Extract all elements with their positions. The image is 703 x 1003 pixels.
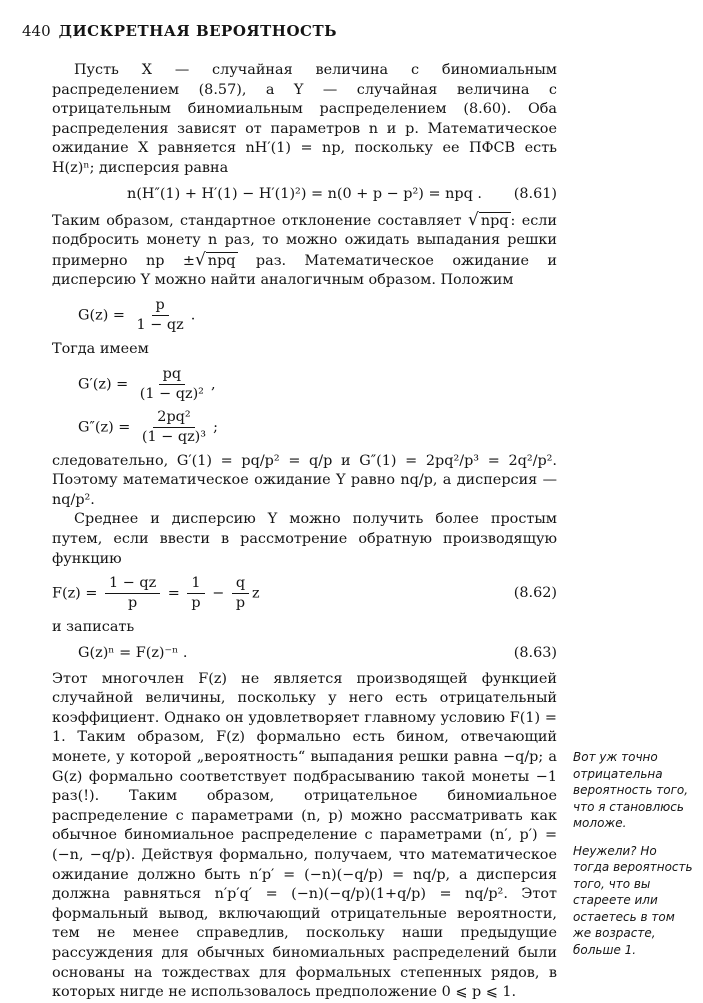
- equation-punct: .: [190, 307, 196, 324]
- minus-sign: −: [212, 585, 225, 602]
- fraction: [187, 575, 204, 612]
- fraction-numerator: p: [152, 297, 169, 316]
- fraction: [138, 409, 210, 446]
- margin-notes: [573, 749, 695, 969]
- paragraph-3: Тогда имеем: [52, 340, 149, 357]
- paragraph-2: [52, 211, 557, 291]
- paragraph-6: и записать: [52, 619, 135, 636]
- equation-tag-8-63: (8.63): [513, 644, 557, 661]
- fraction-denominator: p: [235, 595, 246, 612]
- equation-G1-lhs: G′(z) =: [78, 376, 129, 393]
- paragraph-2-part-a: Таким образом, стандартное отклонение составляет: [52, 212, 462, 229]
- running-header: [22, 22, 337, 40]
- equation-8-62: [52, 575, 557, 612]
- fraction-denominator: p: [191, 595, 201, 612]
- sqrt-npq: npq: [480, 212, 509, 229]
- fraction-denominator: (1 − qz)²: [139, 385, 204, 402]
- page-number: 440: [22, 22, 51, 40]
- margin-note: Неужели? Но тогда вероятность того, что вы стареете или остаетесь в том же возрасте, больше 1.: [573, 843, 693, 957]
- sqrt-sign: √: [467, 209, 479, 230]
- paragraph-2-part-b: : если подбросить монету n раз, то можно ожидать выпадания решки примерно np ±: [52, 212, 558, 269]
- margin-note: Вот уж точно отрицательна вероятность того, что я становлюсь моложе.: [573, 750, 689, 830]
- equation-G-lhs: G(z) =: [78, 307, 125, 324]
- fraction-numerator: pq: [159, 366, 185, 385]
- equation-8-61: [52, 185, 557, 205]
- equation-8-63: [52, 644, 557, 664]
- sqrt-npq: npq: [207, 252, 236, 269]
- main-text-column: [52, 61, 557, 1003]
- fraction-denominator: (1 − qz)³: [141, 428, 207, 445]
- equation-tag-8-62: (8.62): [513, 584, 557, 601]
- equation-G-prime: [52, 366, 557, 403]
- equals-sign: =: [167, 585, 180, 602]
- equation-G: [52, 297, 557, 334]
- equation-tag-8-61: (8.61): [513, 185, 557, 202]
- equation-G2-lhs: G″(z) =: [78, 419, 131, 436]
- fraction: [232, 575, 249, 612]
- fraction-numerator: q: [232, 575, 249, 594]
- equation-punct: ,: [210, 376, 216, 393]
- paragraph-5: Среднее и дисперсию Y можно получить более простым путем, если ввести в рассмотрение обратную производящую функцию: [52, 511, 557, 567]
- fraction: [133, 297, 188, 334]
- paragraph-7: Этот многочлен F(z) не является производящей функцией случайной величины, поскольку у него есть отрицательный коэффициент. Однако он удовлетворяет главному условию F(1) = 1. Таким образом, F(z) формально есть бином, отвечающий монете, у которой „вероятность“ выпадания решки равна −q/p; а G(z) формально соответствует подбрасыванию такой монеты −1 раз(!). Таким образом, отрицательное биномиальное распределение с параметрами (n, p) можно рассматривать как обычное биномиальное распределение с параметрами (n′, p′) = (−n, −q/p). Действуя формально, получаем, что математическое ожидание должно быть n′p′ = (−n)(−q/p) = nq/p, а дисперсия должна равняться n′p′q′ = (−n)(−q/p)(1+q/p) = nq/p². Этот формальный вывод, включающий отрицательные вероятности, тем не менее справедлив, поскольку наши предыдущие рассуждения для обычных биномиальных распределений были основаны на тождествах для формальных степенных рядов, в которых нигде не использовалось предположение 0 ⩽ p ⩽ 1.: [52, 670, 557, 1001]
- fraction-numerator: 1 − qz: [105, 575, 160, 594]
- paragraph-1: Пусть X — случайная величина с биномиальным распределением (8.57), а Y — случайная величина с отрицательным биномиальным распределением (8.60). Оба распределения зависят от параметров n и p. Математическое ожидание X равняется nH′(1) = np, поскольку ее ПФСВ есть H(z)ⁿ; дисперсия равна: [52, 62, 557, 176]
- fraction: [136, 366, 208, 403]
- variable-z: z: [252, 585, 260, 602]
- equation-8-61-body: n(H″(1) + H′(1) − H′(1)²) = n(0 + p − p²) = npq .: [127, 185, 482, 202]
- fraction-numerator: 1: [187, 575, 204, 594]
- fraction-denominator: p: [127, 595, 138, 612]
- fraction-denominator: 1 − qz: [136, 316, 184, 333]
- equation-G-double-prime: [52, 409, 557, 446]
- paragraph-4: следовательно, G′(1) = pq/p² = q/p и G″(1) = 2pq²/p³ = 2q²/p². Поэтому математическое ожидание Y равно nq/p, а дисперсия — nq/p².: [52, 452, 557, 508]
- fraction: [105, 575, 160, 612]
- sqrt-sign: √: [194, 249, 206, 270]
- equation-8-63-body: G(z)ⁿ = F(z)⁻ⁿ .: [78, 644, 188, 661]
- equation-punct: ;: [213, 419, 218, 436]
- equation-8-62-lhs: F(z) =: [52, 585, 98, 602]
- paragraph-2-part-c: раз. Математическое ожидание и дисперсию Y можно найти аналогичным образом. Положим: [52, 252, 557, 289]
- fraction-numerator: 2pq²: [153, 409, 194, 428]
- chapter-title: ДИСКРЕТНАЯ ВЕРОЯТНОСТЬ: [58, 22, 338, 40]
